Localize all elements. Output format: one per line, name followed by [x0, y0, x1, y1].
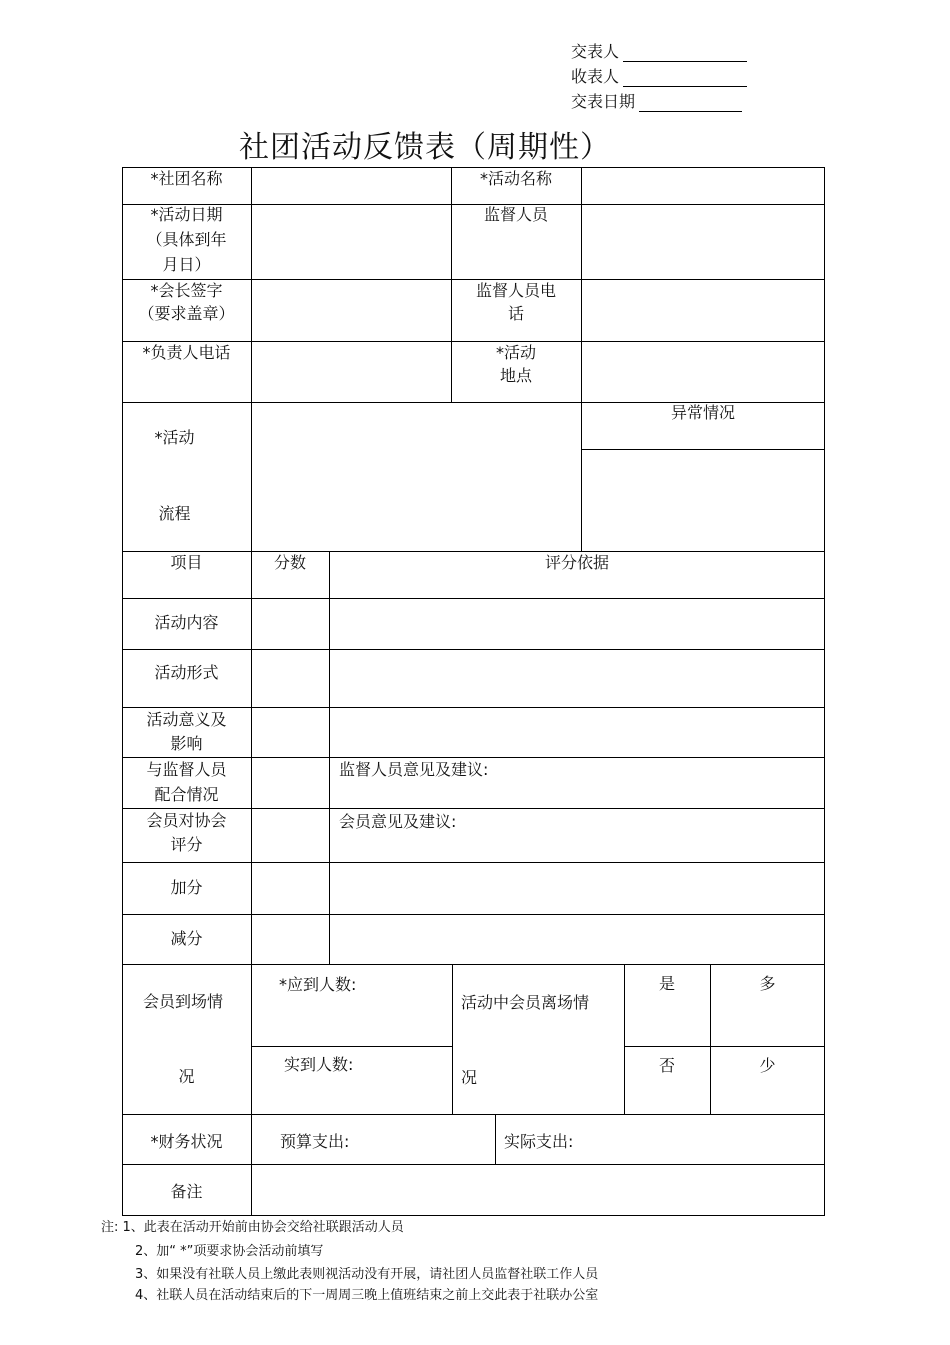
label-activity-date: 月日）: [162, 255, 211, 274]
header-score: 分数: [273, 553, 306, 572]
score-row-label: 活动意义及: [146, 710, 227, 729]
col-divider: [251, 167, 252, 1216]
label-activity-name: *活动名称: [479, 169, 552, 188]
date-line[interactable]: [639, 93, 742, 112]
label-finance: *财务状况: [150, 1132, 223, 1151]
score-row-label: 加分: [170, 878, 203, 897]
label-expected: *应到人数:: [279, 975, 357, 994]
label-actual: 实到人数:: [284, 1055, 354, 1074]
label-president-sign: （要求盖章）: [138, 304, 235, 323]
row-divider: [122, 964, 825, 965]
label-abnormal: 异常情况: [670, 403, 735, 422]
row-divider: [251, 1046, 452, 1047]
option-yes[interactable]: 是: [658, 974, 675, 993]
member-opinion-label: 会员意见及建议:: [339, 812, 457, 831]
receiver-field: [571, 67, 747, 87]
date-label: 交表日期: [571, 92, 636, 111]
row-divider: [122, 1164, 825, 1165]
label-president-sign: *会长签字: [150, 281, 223, 300]
label-activity-date: *活动日期: [150, 205, 223, 224]
col-divider: [329, 551, 330, 964]
row-divider: [581, 449, 825, 450]
supervisor-opinion-label: 监督人员意见及建议:: [339, 760, 489, 779]
date-field: [571, 92, 742, 112]
label-attendance: 会员到场情: [142, 992, 223, 1011]
submitter-field: [571, 42, 747, 62]
header-basis: 评分依据: [544, 553, 609, 572]
label-leave: 况: [461, 1068, 478, 1087]
note-line: 3、如果没有社联人员上缴此表则视活动没有开展，请社团人员监督社联工作人员: [135, 1267, 599, 1282]
option-few[interactable]: 少: [759, 1056, 776, 1075]
score-row-label: 活动形式: [154, 663, 219, 682]
label-attendance: 况: [178, 1067, 195, 1086]
row-divider: [122, 1114, 825, 1115]
receiver-line[interactable]: [623, 68, 747, 87]
row-divider: [624, 1046, 825, 1047]
label-leader-phone: *负责人电话: [142, 343, 231, 362]
note-line: 2、加“ *”项要求协会活动前填写: [135, 1244, 324, 1259]
label-process: 流程: [158, 504, 191, 523]
label-activity-date: （具体到年: [146, 230, 227, 249]
score-row-label: 影响: [170, 734, 203, 753]
option-no[interactable]: 否: [658, 1056, 675, 1075]
submitter-line[interactable]: [623, 43, 747, 62]
row-divider: [122, 649, 825, 650]
score-row-label: 与监督人员: [146, 760, 227, 779]
option-many[interactable]: 多: [759, 974, 776, 993]
score-row-label: 配合情况: [154, 785, 219, 804]
label-supervisor: 监督人员: [483, 205, 548, 224]
row-divider: [122, 862, 825, 863]
label-leave: 活动中会员离场情: [461, 993, 590, 1012]
label-location: 地点: [499, 366, 532, 385]
score-row-label: 评分: [170, 835, 203, 854]
note-line: 4、社联人员在活动结束后的下一周周三晚上值班结束之前上交此表于社联办公室: [135, 1288, 599, 1303]
label-budget: 预算支出:: [280, 1132, 350, 1151]
note-line: 注: 1、此表在活动开始前由协会交给社联跟活动人员: [101, 1220, 404, 1235]
receiver-label: 收表人: [571, 67, 620, 86]
label-remarks: 备注: [170, 1182, 203, 1201]
label-location: *活动: [495, 343, 536, 362]
label-supervisor-phone: 监督人员电: [475, 281, 556, 300]
header-item: 项目: [170, 553, 203, 572]
col-divider: [452, 964, 453, 1114]
col-divider: [581, 167, 582, 551]
label-actual-expense: 实际支出:: [504, 1132, 574, 1151]
page-title: 社团活动反馈表（周期性）: [239, 130, 611, 165]
score-row-label: 会员对协会: [146, 811, 227, 830]
row-divider: [122, 914, 825, 915]
score-row-label: 减分: [170, 929, 203, 948]
score-row-label: 活动内容: [154, 613, 219, 632]
submitter-label: 交表人: [571, 42, 620, 61]
label-supervisor-phone: 话: [507, 304, 524, 323]
col-divider: [495, 1114, 496, 1164]
label-process: *活动: [154, 428, 195, 447]
row-divider: [122, 598, 825, 599]
label-club-name: *社团名称: [150, 169, 223, 188]
